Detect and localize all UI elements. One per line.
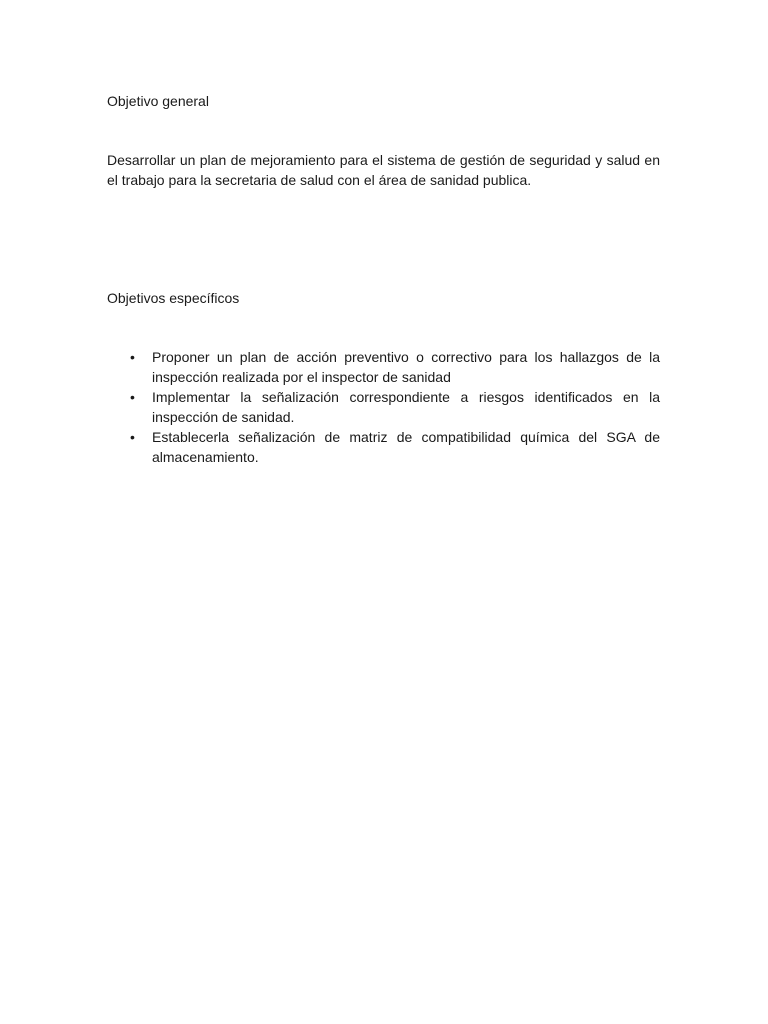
- specific-objectives-heading: Objetivos específicos: [107, 290, 240, 306]
- general-objective-text: Desarrollar un plan de mejoramiento para el sistema de gestión de seguridad y salud en el trabajo para la secretaria de salud con el área de sanidad publica.: [107, 152, 660, 188]
- bullet-icon: •: [130, 389, 135, 405]
- list-item-text: Proponer un plan de acción preventivo o correctivo para los hallazgos de la inspección realizada por el inspector de sanidad: [152, 349, 660, 385]
- bullet-icon: •: [130, 429, 135, 445]
- specific-objectives-list: [107, 347, 660, 467]
- general-objective-heading: Objetivo general: [107, 93, 209, 109]
- bullet-icon: •: [130, 349, 135, 365]
- list-item: [107, 387, 660, 427]
- list-item: [107, 347, 660, 387]
- list-item: [107, 427, 660, 467]
- list-item-text: Implementar la señalización correspondiente a riesgos identificados en la inspección de sanidad.: [152, 389, 660, 425]
- list-item-text: Establecerla señalización de matriz de compatibilidad química del SGA de almacenamiento.: [152, 429, 660, 465]
